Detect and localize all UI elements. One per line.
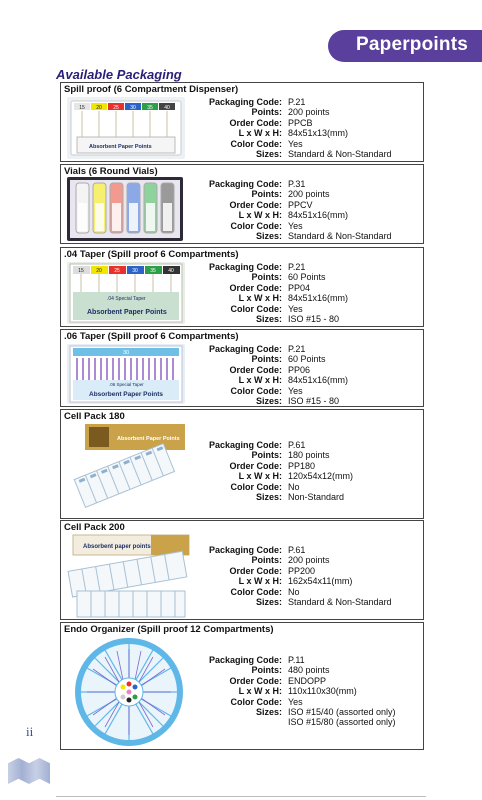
spec-label: Order Code: — [229, 117, 282, 128]
spec-list — [61, 344, 425, 406]
spec-label: Points: — [251, 189, 282, 200]
spec-label: L x W x H: — [238, 686, 282, 697]
spec-value: 84x51x16(mm) — [288, 293, 349, 304]
iso-number: 15 — [79, 105, 85, 111]
spec-value: 200 points — [288, 189, 330, 200]
spec-label: Order Code: — [229, 675, 282, 686]
product-title: .04 Taper (Spill proof 6 Compartments) — [64, 249, 239, 260]
spec-value: No — [288, 481, 300, 492]
spec-value: P.21 — [288, 97, 306, 107]
spec-value: PP04 — [288, 282, 311, 293]
spec-label: Packaging Code: — [208, 655, 282, 665]
spec-value: Standard & Non-Standard — [288, 148, 392, 159]
spec-value: Standard & Non-Standard — [288, 230, 392, 241]
spec-label: Color Code: — [230, 138, 282, 149]
spec-label: Color Code: — [230, 303, 282, 314]
iso-number: 35 — [147, 105, 153, 111]
package-label: Absorbent Paper Points — [89, 144, 152, 150]
product-title: Endo Organizer (Spill proof 12 Compartments) — [64, 624, 274, 635]
spec-value: P.61 — [288, 440, 306, 450]
spec-value: 180 points — [288, 450, 330, 461]
spec-value: P.21 — [288, 262, 306, 272]
spec-value: 200 points — [288, 107, 330, 118]
header-title: Paperpoints — [356, 34, 468, 55]
iso-number: 30 — [122, 350, 130, 356]
iso-number: 20 — [96, 268, 102, 274]
spec-label: Sizes: — [255, 313, 282, 324]
package-label: Absorbent Paper Points — [89, 391, 164, 398]
spec-list — [61, 262, 425, 324]
spec-label: Sizes: — [255, 706, 282, 717]
product-title: .06 Taper (Spill proof 6 Compartments) — [64, 331, 239, 342]
spec-label: L x W x H: — [238, 375, 282, 386]
product-title: Vials (6 Round Vials) — [64, 166, 158, 177]
spec-value: PP06 — [288, 364, 311, 375]
spec-value: No — [288, 586, 300, 597]
spec-label: Sizes: — [255, 596, 282, 607]
spec-label: Order Code: — [229, 565, 282, 576]
spec-value: PPCB — [288, 117, 313, 128]
product-title: Cell Pack 180 — [64, 411, 125, 422]
spec-value: 480 points — [288, 665, 330, 676]
iso-number: 30 — [130, 105, 136, 111]
spec-value: 60 Points — [288, 354, 326, 365]
spec-value: Yes — [288, 138, 303, 149]
spec-label: Color Code: — [230, 481, 282, 492]
iso-number: 20 — [96, 105, 102, 111]
spec-label: Sizes: — [255, 230, 282, 241]
spec-label: L x W x H: — [238, 293, 282, 304]
spec-label: Color Code: — [230, 586, 282, 597]
header-banner — [328, 30, 482, 62]
product-title: Cell Pack 200 — [64, 522, 125, 533]
package-label: Absorbent Paper Points — [117, 436, 180, 442]
spec-label: Order Code: — [229, 282, 282, 293]
spec-value: Non-Standard — [288, 491, 345, 502]
spec-label: L x W x H: — [238, 576, 282, 587]
iso-number: 25 — [113, 105, 119, 111]
spec-value: PPCV — [288, 199, 313, 210]
spec-value: PP180 — [288, 460, 316, 471]
spec-list — [61, 545, 425, 607]
spec-value: P.11 — [288, 655, 305, 665]
spec-value: ISO #15/80 (assorted only) — [288, 717, 396, 728]
spec-value: Yes — [288, 303, 303, 314]
spec-value: Yes — [288, 696, 303, 707]
iso-number: 30 — [132, 268, 138, 274]
package-label: Absorbent paper points — [83, 544, 151, 550]
spec-list — [61, 655, 425, 728]
spec-label: Order Code: — [229, 460, 282, 471]
spec-value: Yes — [288, 385, 303, 396]
product-box-cell-pack-200 — [60, 520, 424, 620]
package-subtitle: .06 Special Taper — [109, 382, 144, 387]
spec-value: 162x54x11(mm) — [288, 576, 353, 587]
spec-value: 60 Points — [288, 272, 326, 283]
spec-label: Color Code: — [230, 220, 282, 231]
spec-label: L x W x H: — [238, 128, 282, 139]
page-number: ii — [26, 724, 34, 739]
spec-label: Points: — [251, 272, 282, 283]
iso-number: 15 — [78, 268, 84, 274]
product-box-04-taper — [60, 247, 424, 327]
spec-label: Points: — [251, 107, 282, 118]
spec-value: P.21 — [288, 344, 306, 354]
spec-list — [61, 179, 425, 241]
spec-label: Sizes: — [255, 148, 282, 159]
iso-number: 40 — [164, 105, 170, 111]
package-label: Absorbent Paper Points — [87, 309, 167, 316]
spec-value: P.61 — [288, 545, 306, 555]
product-box-endo-organizer — [60, 622, 424, 750]
spec-value: ISO #15 - 80 — [288, 313, 340, 324]
product-box-vials — [60, 164, 424, 244]
spec-value: 120x54x12(mm) — [288, 471, 354, 482]
spec-label: L x W x H: — [238, 210, 282, 221]
package-subtitle: .04 Special Taper — [107, 296, 146, 302]
brochure-icon — [8, 758, 50, 784]
spec-label: Points: — [251, 450, 282, 461]
footer-divider — [56, 796, 426, 797]
product-box-cell-pack-180 — [60, 409, 424, 519]
spec-label: Packaging Code: — [208, 344, 282, 354]
spec-label: Points: — [251, 665, 282, 676]
spec-label: Order Code: — [229, 199, 282, 210]
spec-label: Points: — [251, 354, 282, 365]
spec-label: Packaging Code: — [208, 97, 282, 107]
iso-number: 40 — [168, 268, 174, 274]
spec-value: 84x51x16(mm) — [288, 375, 349, 386]
spec-value: ISO #15 - 80 — [288, 395, 340, 406]
spec-label: Packaging Code: — [208, 440, 282, 450]
spec-list — [61, 440, 425, 502]
spec-label: Points: — [251, 555, 282, 566]
spec-value: 84x51x13(mm) — [288, 128, 349, 139]
spec-label: Packaging Code: — [208, 262, 282, 272]
spec-value: 200 points — [288, 555, 330, 566]
spec-value: Standard & Non-Standard — [288, 596, 392, 607]
spec-value: Yes — [288, 220, 303, 231]
spec-label: Sizes: — [255, 395, 282, 406]
spec-value: P.31 — [288, 179, 306, 189]
spec-label: Color Code: — [230, 385, 282, 396]
iso-number: 35 — [150, 268, 156, 274]
spec-value: PP200 — [288, 565, 316, 576]
product-title: Spill proof (6 Compartment Dispenser) — [64, 84, 239, 95]
section-title: Available Packaging — [56, 67, 182, 82]
spec-value: 84x51x16(mm) — [288, 210, 349, 221]
spec-label: L x W x H: — [238, 471, 282, 482]
spec-value: ENDOPP — [288, 675, 327, 686]
spec-label: Color Code: — [230, 696, 282, 707]
product-box-06-taper — [60, 329, 424, 407]
product-box-spill-proof — [60, 82, 424, 162]
spec-label: Order Code: — [229, 364, 282, 375]
iso-number: 25 — [114, 268, 120, 274]
spec-label: Packaging Code: — [208, 545, 282, 555]
spec-list — [61, 97, 425, 159]
spec-label: Sizes: — [255, 491, 282, 502]
spec-value: ISO #15/40 (assorted only) — [288, 706, 396, 717]
spec-label: Packaging Code: — [208, 179, 282, 189]
spec-value: 110x110x30(mm) — [288, 686, 357, 697]
